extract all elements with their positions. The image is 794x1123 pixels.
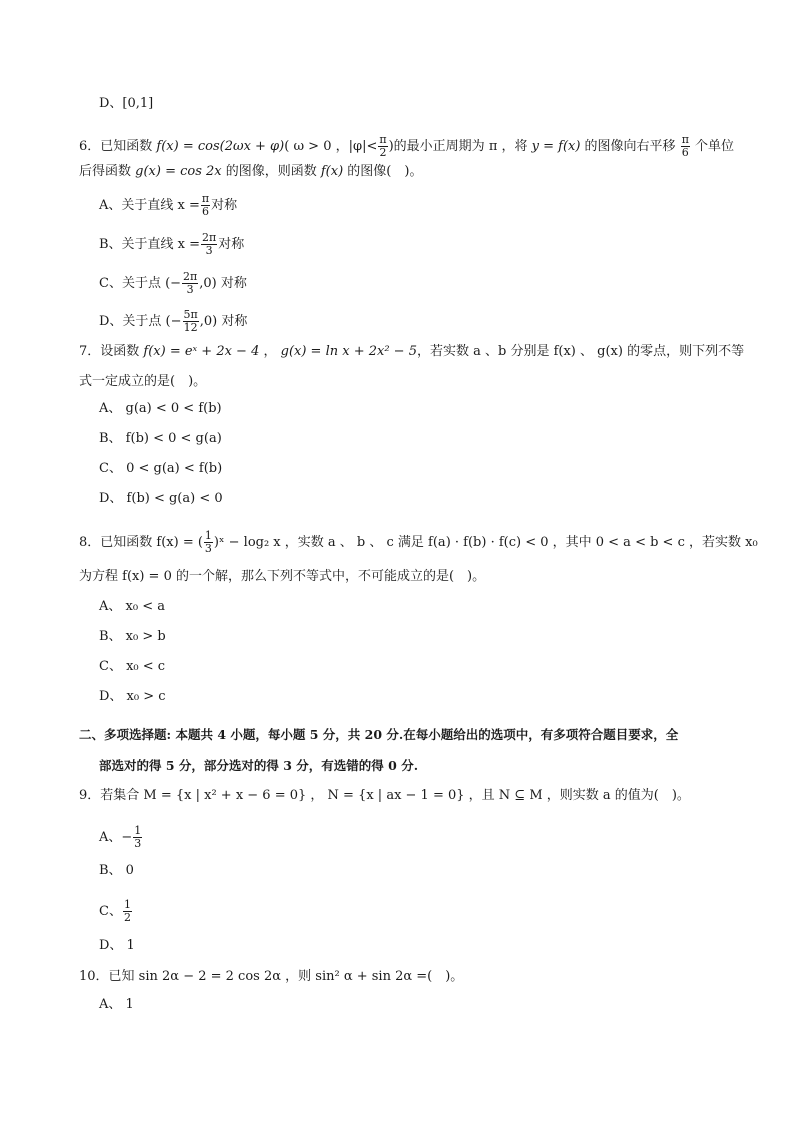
q7-option-a: A、 g(a) < 0 < f(b) xyxy=(99,401,222,416)
q6-stem-line1 xyxy=(79,134,734,159)
q6-option-b: B、关于直线 x = $\frac{2\pi}{3}$ 对称 xyxy=(99,231,245,257)
q8-option-a: A、 x₀ < a xyxy=(99,599,165,614)
q6-unit-text: 个单位 xyxy=(690,139,735,154)
q7-option-c: C、 0 < g(a) < f(b) xyxy=(99,461,223,476)
q5-option-d: D、[0,1] xyxy=(99,96,154,111)
q6-condition: ( ω > 0 ，|φ|< xyxy=(284,139,378,154)
q8-stem-line1: 8．已知函数 f(x) = ( $\frac{1}{3}$ )ˣ − log₂ x ，实数 a 、 b 、 c 满足 f(a) · f(b) · f(c) < 0 ，其中 0 < a < b < c ，若实数 x₀ xyxy=(79,529,758,555)
q9-option-c: C、 $\frac{1}{2}$ xyxy=(99,898,131,924)
q6-g-expr: g(x) = cos 2x xyxy=(135,164,222,179)
q6-line2-c: 的图像( )。 xyxy=(343,164,423,179)
q6-y-expr: y = f(x) xyxy=(531,139,581,154)
q8-one-third: $\frac{1}{3}$ xyxy=(204,529,212,555)
q6-label: 6．已知函数 xyxy=(79,139,157,154)
q6-line2-a: 后得函数 xyxy=(79,164,136,179)
q7-stem-line2: 式一定成立的是( )。 xyxy=(79,374,207,389)
q8-stem-line2: 为方程 f(x) = 0 的一个解，那么下列不等式中，不可能成立的是( )。 xyxy=(79,569,486,584)
q9-option-d: D、 1 xyxy=(99,938,135,953)
q7-option-b: B、 f(b) < 0 < g(a) xyxy=(99,431,222,446)
q6-line2-b: 的图像，则函数 xyxy=(221,164,321,179)
q10-option-a: A、 1 xyxy=(99,997,134,1012)
q7-f-expr: f(x) = eˣ + 2x − 4 xyxy=(143,344,260,359)
q9-stem: 9．若集合 M = {x | x² + x − 6 = 0} ， N = {x | ax − 1 = 0} ，且 N ⊆ M ，则实数 a 的值为( )。 xyxy=(79,788,690,803)
q7-stem-line1: 7．设函数 f(x) = eˣ + 2x − 4 ， g(x) = ln x + 2x² − 5，若实数 a 、b 分别是 f(x) 、 g(x) 的零点，则下列不等 xyxy=(79,344,745,359)
section2-heading-line1: 二、多项选择题: 本题共 4 小题，每小题 5 分，共 20 分.在每小题给出的选项中，有多项符合题目要求，全 xyxy=(79,727,679,742)
q7-g-expr: g(x) = ln x + 2x² − 5 xyxy=(280,344,417,359)
q8-option-d: D、 x₀ > c xyxy=(99,689,166,704)
q8-option-b: B、 x₀ > b xyxy=(99,629,166,644)
q6-fx: f(x) xyxy=(320,164,344,179)
q8-option-c: C、 x₀ < c xyxy=(99,659,166,674)
q6-pi-over-2: $\frac{\pi}{2}$ xyxy=(379,133,387,159)
q7-option-d: D、 f(b) < g(a) < 0 xyxy=(99,491,223,506)
q6-option-a: A、关于直线 x = $\frac{\pi}{6}$ 对称 xyxy=(99,192,238,218)
q6-option-d: D、关于点 (− $\frac{5\pi}{12}$ ,0) 对称 xyxy=(99,308,248,334)
q9-option-a: A、− $\frac{1}{3}$ xyxy=(99,824,142,850)
section2-heading-line2: 部选对的得 5 分，部分选对的得 3 分，有选错的得 0 分. xyxy=(99,758,419,773)
q6-f-expr: f(x) = cos(2ωx + φ) xyxy=(156,139,285,154)
q6-stem-line2 xyxy=(79,163,422,181)
q6-pi-over-6: $\frac{\pi}{6}$ xyxy=(681,133,689,159)
q10-stem: 10．已知 sin 2α − 2 = 2 cos 2α ，则 sin² α + sin 2α =( )。 xyxy=(79,969,464,984)
q7-label: 7．设函数 xyxy=(79,344,144,359)
q6-option-c: C、关于点 (− $\frac{2\pi}{3}$ ,0) 对称 xyxy=(99,270,247,296)
q9-option-b: B、 0 xyxy=(99,863,134,878)
q6-period-text: )的最小正周期为 π ，将 xyxy=(388,139,532,154)
q6-shift-text: 的图像向右平移 xyxy=(580,139,680,154)
